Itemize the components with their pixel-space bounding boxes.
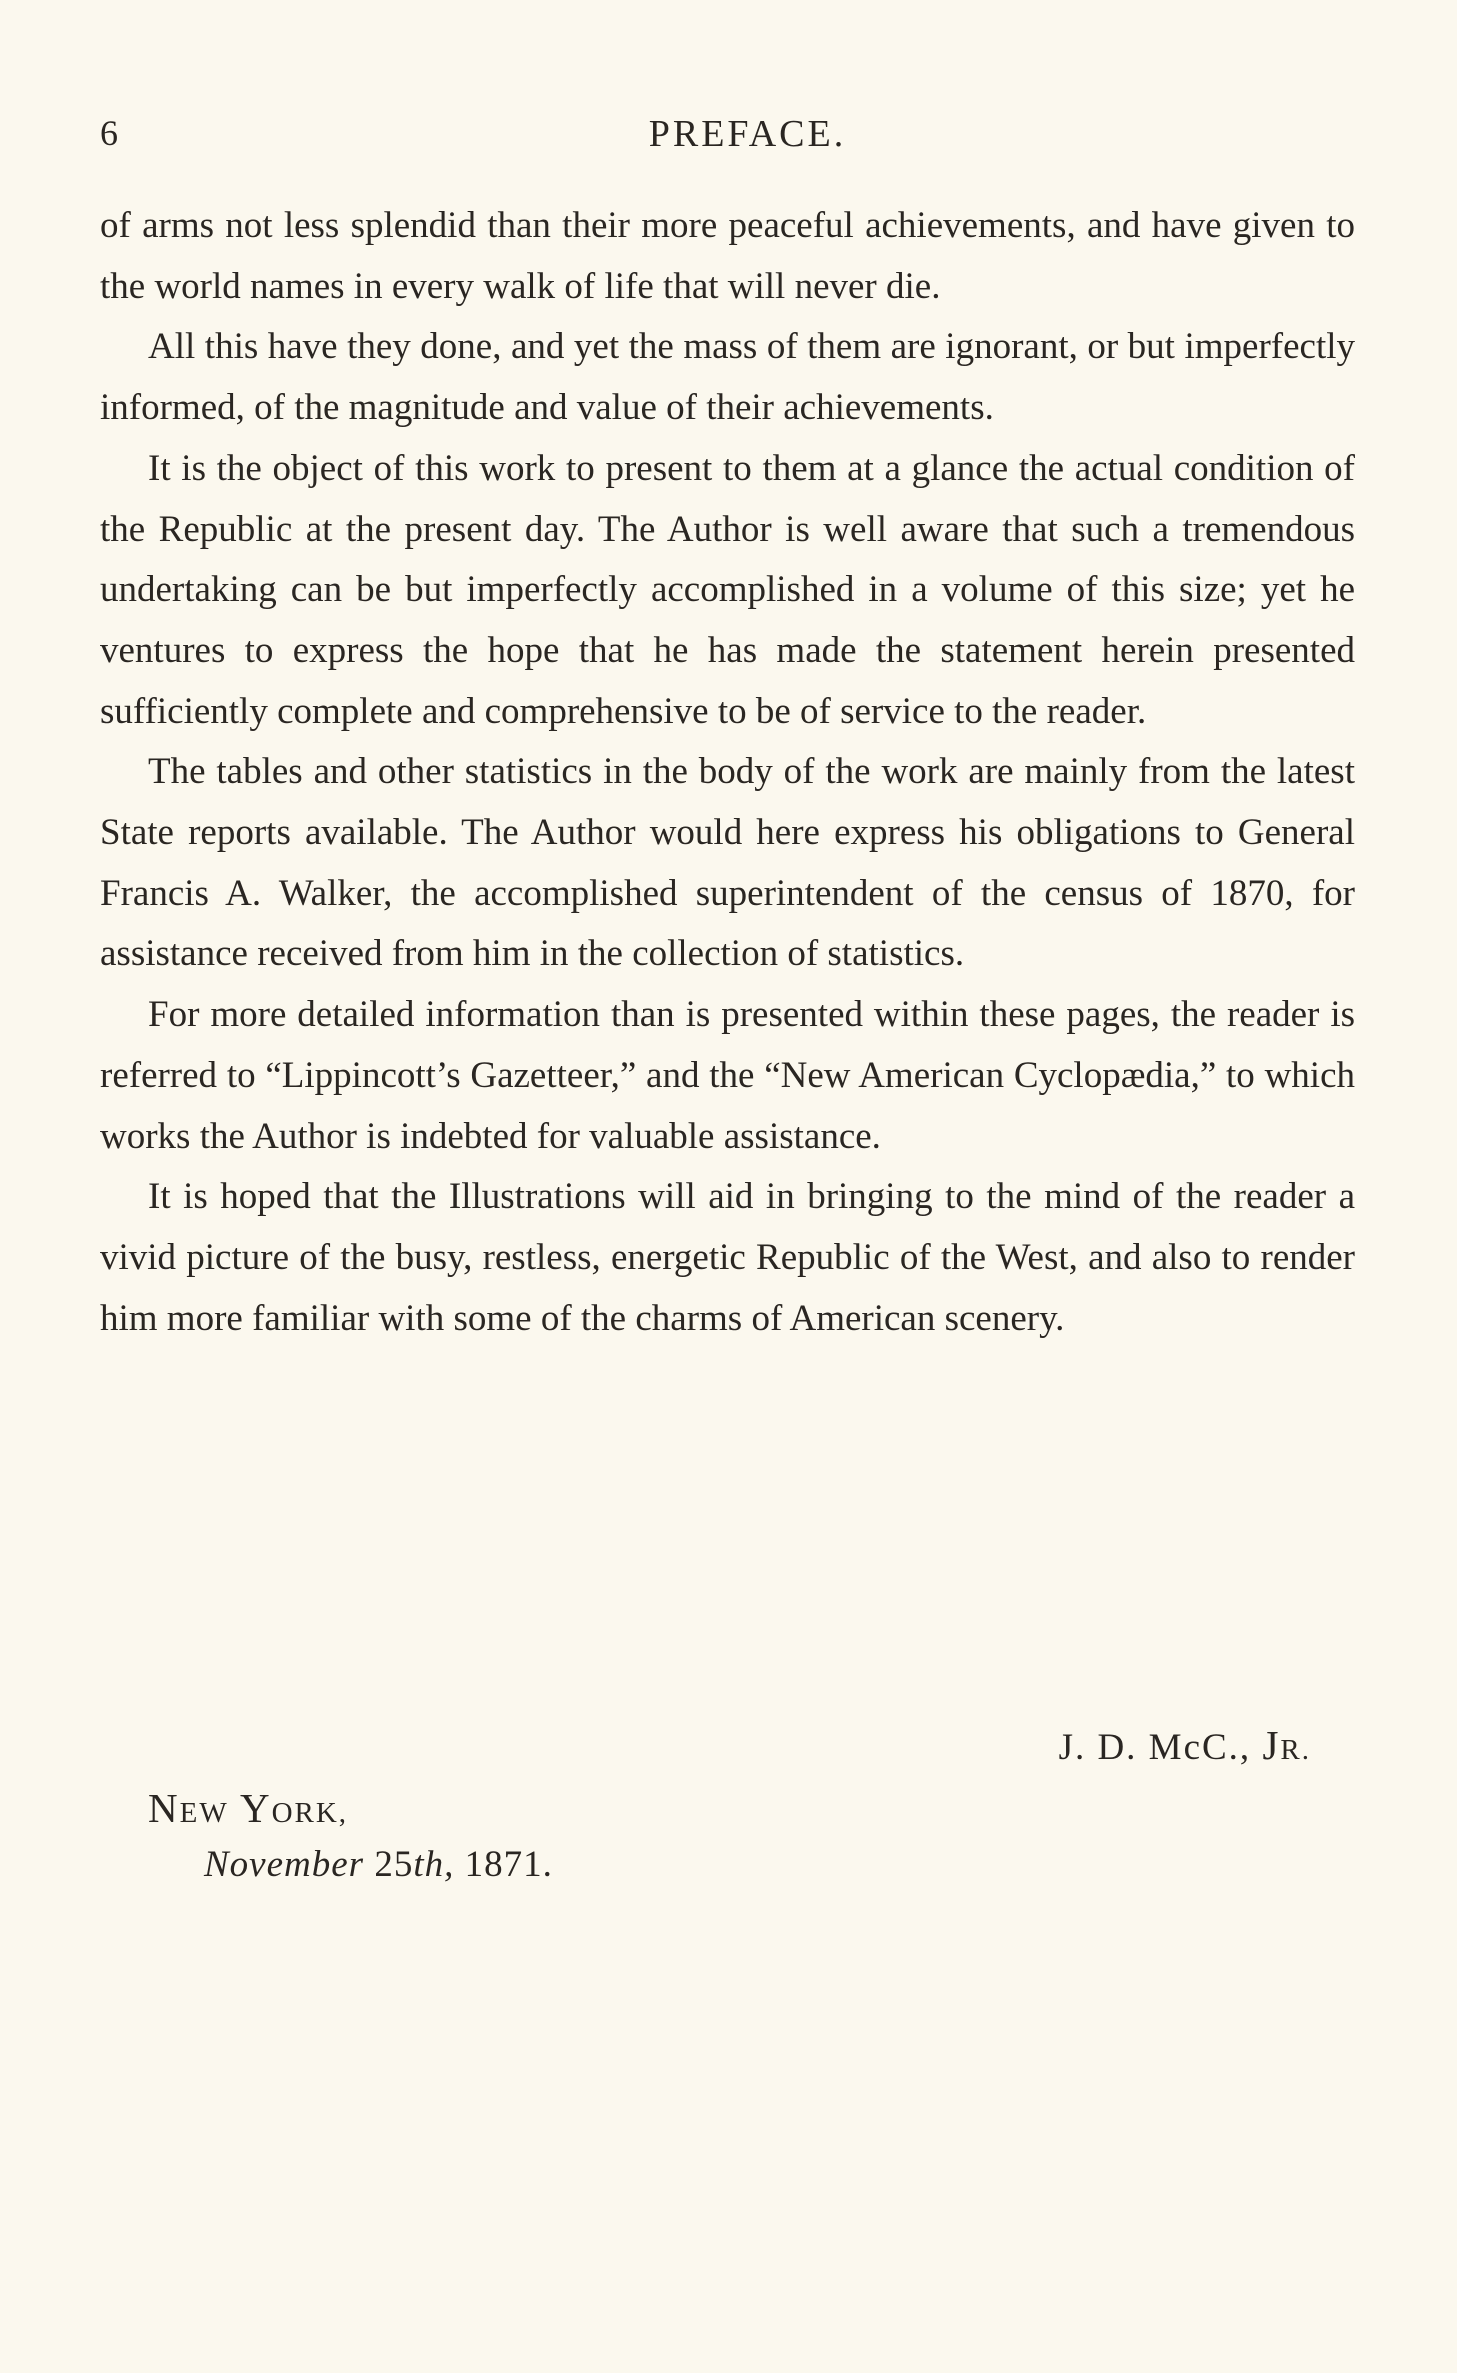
date-day-suffix: th, (413, 1844, 455, 1885)
place-word1-initial: N (148, 1785, 180, 1831)
running-head (100, 112, 1355, 162)
place-word1-rest: EW (179, 1797, 229, 1829)
date-month: November (204, 1844, 365, 1885)
signature-suffix-rest: R. (1280, 1734, 1311, 1766)
paragraph-5: For more detailed information than is presented within these pages, the reader is referred to “Lippincott’s Gazetteer,” and the “New American Cyclopædia,” to which works the Author is indebted for valuable assistance. (100, 994, 1355, 1157)
paragraph-4: The tables and other statistics in the body of the work are mainly from the latest State reports available. The Author would here express his obligations to General Francis A. Walker, the accomplished superintendent of the census of 1870, for assistance received from him in the collection of statistics. (100, 751, 1355, 975)
paragraph-2: All this have they done, and yet the mass of them are ignorant, or but imperfectly informed, of the magnitude and value of their achievements. (100, 326, 1355, 429)
signature-suffix-initial: J (1262, 1722, 1281, 1768)
preface-body (100, 196, 1355, 1349)
paragraph-1: of arms not less splendid than their more peaceful achievements, and have given to the world names in every walk of life that will never die. (100, 205, 1355, 307)
page-number: 6 (100, 113, 119, 153)
paragraph-3: It is the object of this work to present to them at a glance the actual condition of the Republic at the present day. The Author is well aware that such a tremendous undertaking can be but imperfectly accomplished in a volume of this size; yet he ventures to express the hope that he has made the statement herein presented sufficiently complete and comprehensive to be of service to the reader. (100, 447, 1355, 732)
place-line (148, 1784, 348, 1832)
date-day-number: 25 (374, 1844, 414, 1885)
date-year: 1871. (464, 1844, 553, 1885)
place-word2-rest: ORK, (271, 1797, 349, 1829)
page-title: PREFACE. (648, 113, 847, 155)
signature-initials: J. D. McC., (1058, 1727, 1252, 1768)
place-word2-initial: Y (239, 1785, 272, 1831)
date-line (204, 1843, 553, 1886)
author-signature (1059, 1721, 1311, 1769)
paragraph-6: It is hoped that the Illustrations will aid in bringing to the mind of the reader a vivid picture of the busy, restless, energetic Republic of the West, and also to render him more familiar with some of the charms of American scenery. (100, 1176, 1355, 1339)
